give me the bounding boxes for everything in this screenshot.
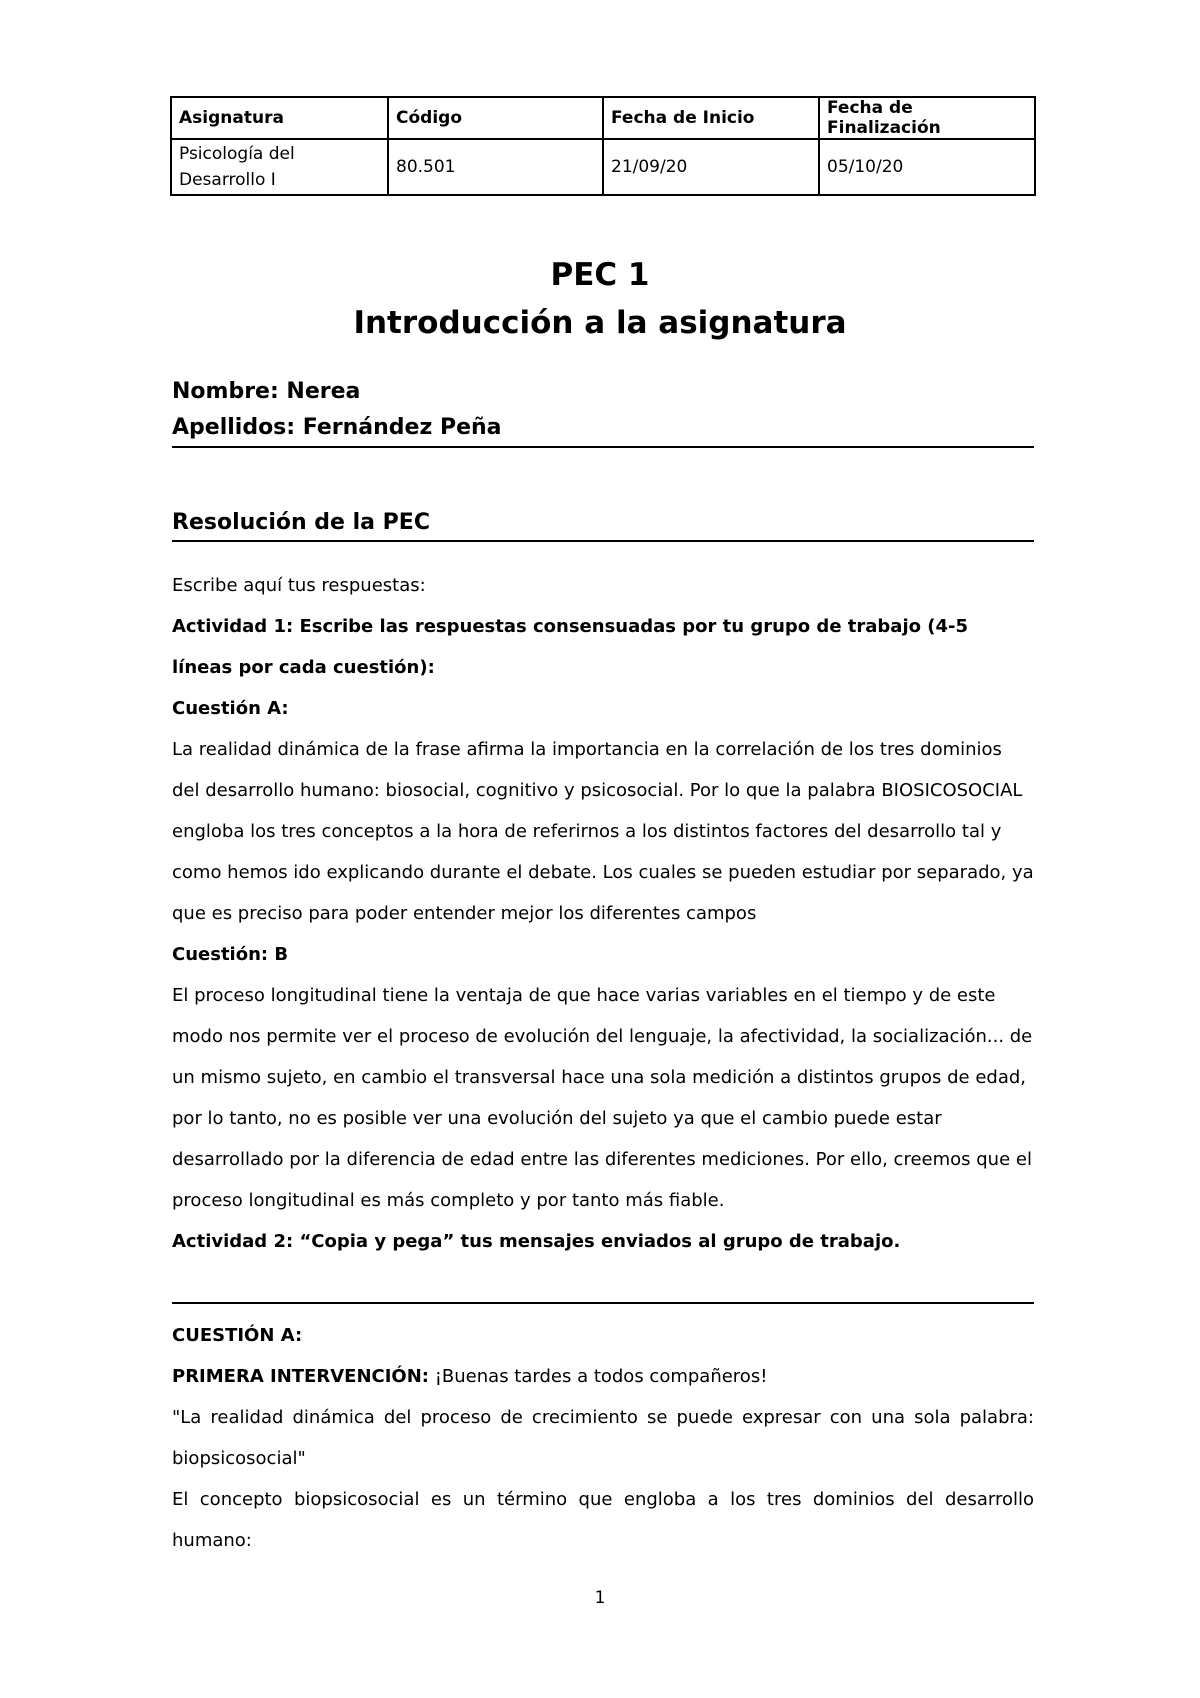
page-number: 1	[594, 1588, 606, 1608]
table-value-row	[171, 139, 1035, 195]
divider-line	[172, 540, 1034, 542]
document-subtitle: Introducción a la asignatura	[353, 305, 847, 341]
divider-line	[172, 1302, 1034, 1304]
answers-body	[172, 565, 1034, 1262]
cuestion-b-label: Cuestión: B	[172, 944, 289, 965]
biopsicosocial-paragraph: El concepto biopsicosocial es un término que engloba a los tres dominios del desarrollo humano:	[172, 1489, 1034, 1551]
intro-text: Escribe aquí tus respuestas:	[172, 575, 426, 596]
quote-text: "La realidad dinámica del proceso de crecimiento se puede expresar con una sola palabra: biopsicosocial"	[172, 1407, 1034, 1469]
value-fecha-finalizacion: 05/10/20	[819, 139, 1035, 195]
cuestion-a-label: Cuestión A:	[172, 698, 289, 719]
value-asignatura: Psicología del Desarrollo I	[171, 139, 388, 195]
actividad2-heading: Actividad 2: “Copia y pega” tus mensajes enviados al grupo de trabajo.	[172, 1231, 901, 1252]
student-nombre: Nombre: Nerea	[172, 379, 361, 404]
header-asignatura: Asignatura	[171, 97, 388, 139]
messages-body	[172, 1315, 1034, 1561]
divider-line	[172, 446, 1034, 448]
primera-intervencion-label: PRIMERA INTERVENCIÓN:	[172, 1366, 429, 1387]
table-header-row	[171, 97, 1035, 139]
student-info	[172, 374, 1034, 446]
actividad1-heading: Actividad 1: Escribe las respuestas consensuadas por tu grupo de trabajo (4-5 líneas por cada cuestión):	[172, 616, 968, 678]
section-heading: Resolución de la PEC	[172, 510, 430, 535]
value-codigo: 80.501	[388, 139, 603, 195]
document-title: PEC 1	[550, 257, 650, 293]
header-fecha-inicio: Fecha de Inicio	[603, 97, 819, 139]
primera-intervencion	[172, 1356, 1034, 1397]
header-codigo: Código	[388, 97, 603, 139]
header-fecha-finalizacion: Fecha de Finalización	[819, 97, 1035, 139]
student-apellidos: Apellidos: Fernández Peña	[172, 415, 502, 440]
cuestion-b-text: El proceso longitudinal tiene la ventaja de que hace varias variables en el tiempo y de este modo nos permite ver el proceso de evolución del lenguaje, la afectividad, la socialización... de un mismo sujeto, en cambio el transversal hace una sola medición a distintos grupos de edad, por lo tanto, no es posible ver una evolución del sujeto ya que el cambio puede estar desarrollado por la diferencia de edad entre las diferentes mediciones. Por ello, creemos que el proceso longitudinal es más completo y por tanto más fiable.	[172, 985, 1033, 1211]
course-info-table	[170, 96, 1036, 196]
cuestion-a-text: La realidad dinámica de la frase afirma la importancia en la correlación de los tres dominios del desarrollo humano: biosocial, cognitivo y psicosocial. Por lo que la palabra BIOSICOSOCIAL engloba los tres conceptos a la hora de referirnos a los distintos factores del desarrollo tal y como hemos ido explicando durante el debate. Los cuales se pueden estudiar por separado, ya que es preciso para poder entender mejor los diferentes campos	[172, 739, 1034, 924]
messages-cuestion-label: CUESTIÓN A:	[172, 1325, 303, 1346]
primera-intervencion-text: ¡Buenas tardes a todos compañeros!	[428, 1366, 768, 1387]
value-fecha-inicio: 21/09/20	[603, 139, 819, 195]
